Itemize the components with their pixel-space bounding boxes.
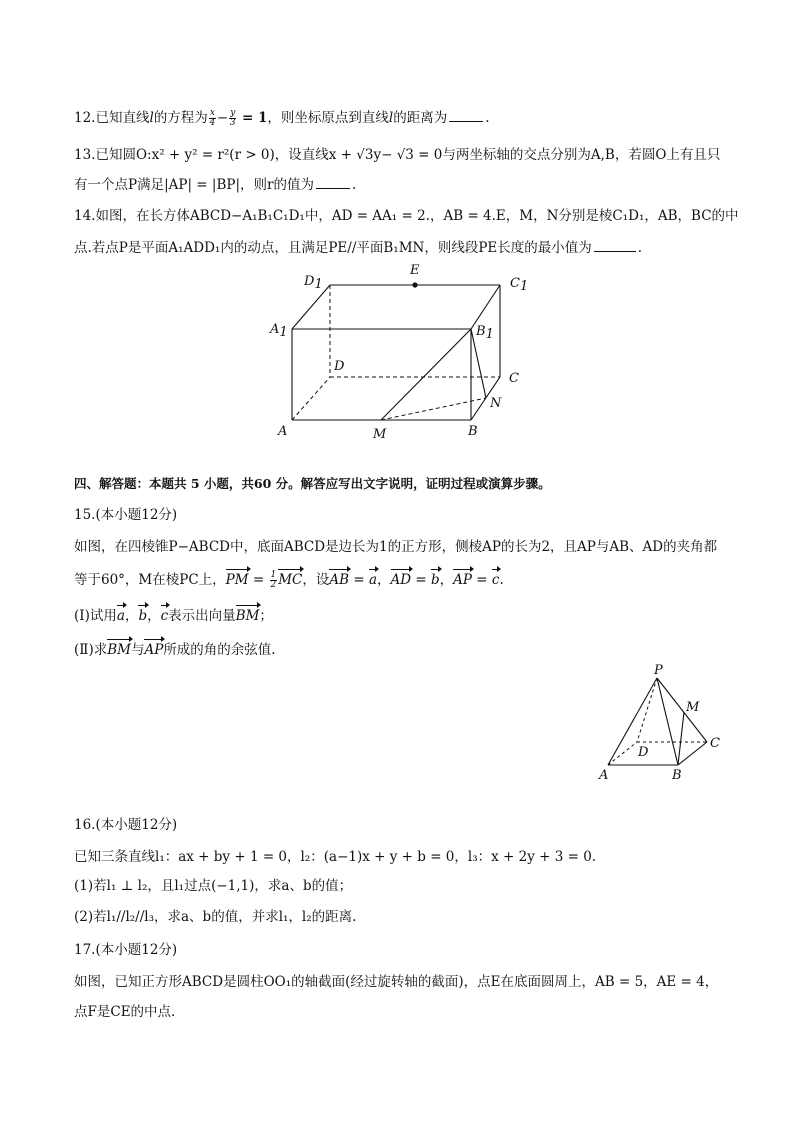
label-a: A: [599, 768, 609, 783]
frac-num: x: [209, 108, 215, 118]
vector-b: b: [431, 572, 440, 588]
label-b: B: [468, 424, 478, 439]
label-a1: A1: [270, 322, 288, 340]
hidden-edge-ad: [608, 742, 637, 765]
vector-a: a: [368, 572, 378, 588]
vector-ap: AP: [453, 572, 473, 588]
segment-m-b1: [381, 329, 471, 420]
comma: ，: [124, 608, 139, 624]
label-d: D: [638, 745, 649, 760]
question-16-line3: (2)若l₁//l₂//l₃，求a、b的值，并求l₁，l₂的距离.: [74, 909, 357, 925]
edge-pa: [608, 678, 657, 765]
vector-pm: PM: [225, 572, 249, 588]
vector-ab: AB: [329, 572, 350, 588]
vector-ad: AD: [390, 572, 412, 588]
label-n: N: [490, 396, 502, 411]
frac-den: 3: [229, 118, 236, 128]
vector-mc: MC: [278, 572, 303, 588]
q13-text: 有一个点P满足|AP| = |BP|，则r的值为: [74, 177, 314, 193]
equals: =: [472, 572, 492, 588]
vector-bm: BM: [235, 608, 260, 624]
answer-blank[interactable]: [594, 238, 636, 252]
question-15-head: 15.(本小题12分): [74, 507, 178, 523]
vector-a: a: [116, 608, 125, 624]
vector-c: c: [491, 572, 500, 588]
q12-fraction-x: [209, 109, 216, 128]
q15-part2-text: (Ⅱ)求: [74, 642, 108, 658]
label-d: D: [334, 359, 345, 374]
frac-den: 4: [209, 118, 216, 128]
section-heading: 四、解答题：本题共 5 小题，共60 分。解答应写出文字说明，证明过程或演算步骤。: [74, 476, 551, 491]
label-c: C: [710, 736, 720, 751]
label-p: P: [654, 663, 663, 678]
equals: =: [411, 572, 432, 588]
comma: ，: [439, 572, 454, 588]
vector-bm: BM: [107, 642, 131, 658]
q14-text: 点.若点P是平面A₁ADD₁内的动点，且满足PE//平面B₁MN，则线段PE长度的最小值为: [74, 240, 592, 256]
label-b: B: [672, 768, 682, 783]
q12-var-l2: l: [388, 110, 394, 126]
label-d1: D1: [304, 274, 323, 292]
q15-and: 与: [130, 642, 145, 658]
q15-set: ，设: [302, 572, 330, 588]
q15-part2-text2: 所成的角的余弦值.: [163, 642, 276, 658]
segment-b1-n: [471, 329, 486, 398]
question-12: [74, 108, 490, 128]
cuboid-figure: [260, 255, 560, 450]
vector-ap: AP: [144, 642, 164, 658]
semicolon: ；: [259, 608, 273, 624]
point-e-dot: [412, 282, 417, 287]
label-m: M: [373, 427, 387, 442]
q15-part1-text: (Ⅰ)试用: [74, 608, 117, 624]
question-15-part2: [74, 640, 276, 660]
question-17-line1: 如图，已知正方形ABCD是圆柱OO₁的轴截面(经过旋转轴的截面)，点E在底面圆周上，AB = 5，AE = 4，: [74, 974, 719, 990]
question-15-line2: [74, 570, 504, 590]
question-17-head: 17.(本小题12分): [74, 942, 178, 958]
answer-blank[interactable]: [449, 108, 483, 122]
frac-num: y: [230, 108, 236, 118]
q12-text-mid: 的方程为: [153, 110, 208, 126]
q15-text: 等于60°，M在棱PC上，: [74, 572, 226, 588]
q12-text2: ，则坐标原点到直线: [267, 110, 389, 126]
label-c: C: [509, 371, 519, 386]
question-16-line2: (1)若l₁ ⊥ l₂，且l₁过点(−1,1)，求a、b的值；: [74, 878, 353, 894]
question-16-line1: 已知三条直线l₁：ax + by + 1 = 0，l₂：(a−1)x + y + b = 0，l₃：x + 2y + 3 = 0.: [74, 849, 597, 865]
equals: =: [248, 572, 269, 588]
q12-equals: = 1: [237, 110, 268, 126]
hidden-segment-m-n: [381, 398, 486, 420]
question-13-line2: [74, 175, 356, 195]
equals: =: [349, 572, 369, 588]
frac-den: 2: [270, 580, 277, 590]
vector-c: c: [160, 608, 169, 624]
label-c1: C1: [510, 276, 529, 294]
hidden-edge-pd: [637, 678, 657, 742]
q12-var-l: l: [149, 110, 154, 126]
question-16-head: 16.(本小题12分): [74, 817, 178, 833]
question-17-line2: 点F是CE的中点.: [74, 1004, 176, 1020]
q14-end: .: [637, 240, 643, 256]
answer-blank[interactable]: [316, 175, 350, 189]
pyramid-figure: [590, 660, 730, 790]
q15-part1-text2: 表示出向量: [168, 608, 236, 624]
label-e: E: [410, 263, 420, 278]
label-m: M: [686, 700, 700, 715]
comma: ，: [377, 572, 391, 588]
fraction-half: [270, 571, 278, 590]
q13-end: .: [351, 177, 357, 193]
segment-bm: [678, 712, 684, 765]
label-b1: B1: [476, 324, 494, 342]
question-14-line1: 14.如图，在长方体ABCD−A₁B₁C₁D₁中，AD = AA₁ = 2.，AB = 4.E，M，N分别是棱C₁D₁，AB，BC的中: [74, 208, 739, 224]
q12-fraction-y: [229, 109, 236, 128]
comma: ，: [147, 608, 161, 624]
hidden-edge-a-d: [292, 377, 330, 420]
q12-end: .: [485, 110, 490, 126]
edge-a1-d1: [292, 285, 330, 329]
question-13-line1: 13.已知圆O:x² + y² = r²(r > 0)，设直线x + √3y− √3 = 0与两坐标轴的交点分别为A,B，若圆O上有且只: [74, 147, 721, 163]
question-15-line1: 如图，在四棱锥P−ABCD中，底面ABCD是边长为1的正方形，侧棱AP的长为2，且AP与AB、AD的夹角都: [74, 539, 718, 555]
label-a: A: [278, 424, 288, 439]
edge-b1-c1: [471, 285, 500, 329]
vector-b: b: [138, 608, 148, 624]
edge-bc: [678, 742, 707, 765]
q12-text3: 的距离为: [393, 110, 448, 126]
question-15-part1: [74, 606, 273, 626]
period: .: [499, 572, 504, 588]
minus-sign: −: [216, 110, 229, 126]
q12-text: 12.已知直线: [74, 110, 150, 126]
frac-num: 1: [270, 570, 277, 580]
